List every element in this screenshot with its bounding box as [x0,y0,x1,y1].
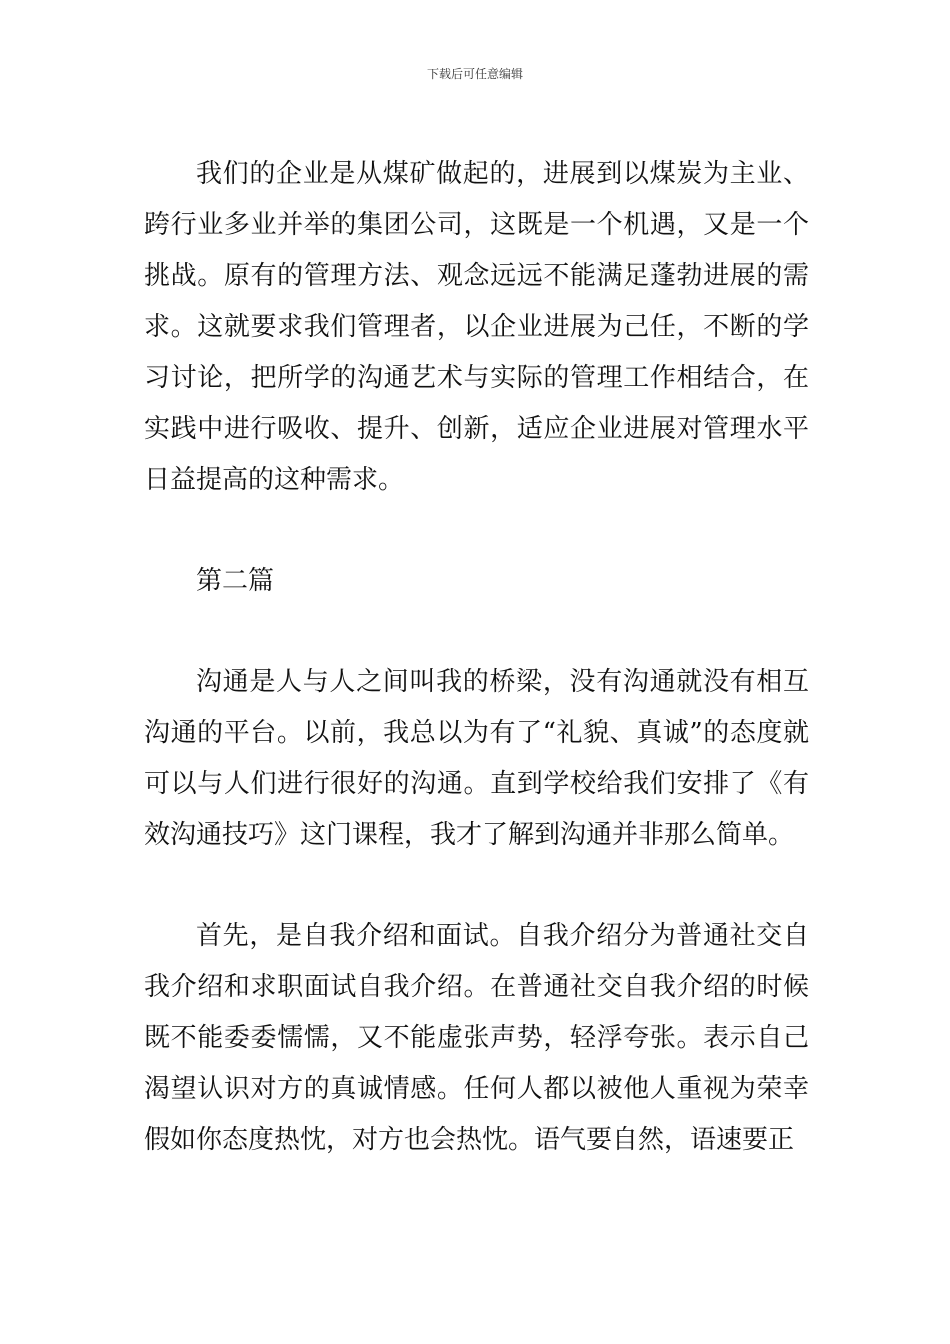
paragraph-gap [144,506,809,556]
paragraph-3: 首先，是自我介绍和面试。自我介绍分为普通社交自我介绍和求职面试自我介绍。在普通社交自我介绍的时候既不能委委懦懦，又不能虚张声势，轻浮夸张。表示自己渴望认识对方的真诚情感。任何人都以被他人重视为荣幸假如你态度热忱，对方也会热忱。语气要自然，语速要正 [144,921,809,1155]
paragraph-gap [144,607,809,657]
paragraph-gap [144,861,809,911]
paragraph-2: 沟通是人与人之间叫我的桥梁，没有沟通就没有相互沟通的平台。以前，我总以为有了“礼貌、真诚”的态度就可以与人们进行很好的沟通。直到学校给我们安排了《有效沟通技巧》这门课程，我才了解到沟通并非那么简单。 [144,667,809,850]
paragraph-1: 我们的企业是从煤矿做起的，进展到以煤炭为主业、跨行业多业并举的集团公司，这既是一个机遇，又是一个挑战。原有的管理方法、观念远远不能满足蓬勃进展的需求。这就要求我们管理者，以企业进展为己任，不断的学习讨论，把所学的沟通艺术与实际的管理工作相结合，在实践中进行吸收、提升、创新，适应企业进展对管理水平日益提高的这种需求。 [144,159,809,495]
document-body [144,149,809,1166]
section-heading: 第二篇 [196,566,275,596]
page-header: 下载后可任意编辑 [426,67,523,81]
